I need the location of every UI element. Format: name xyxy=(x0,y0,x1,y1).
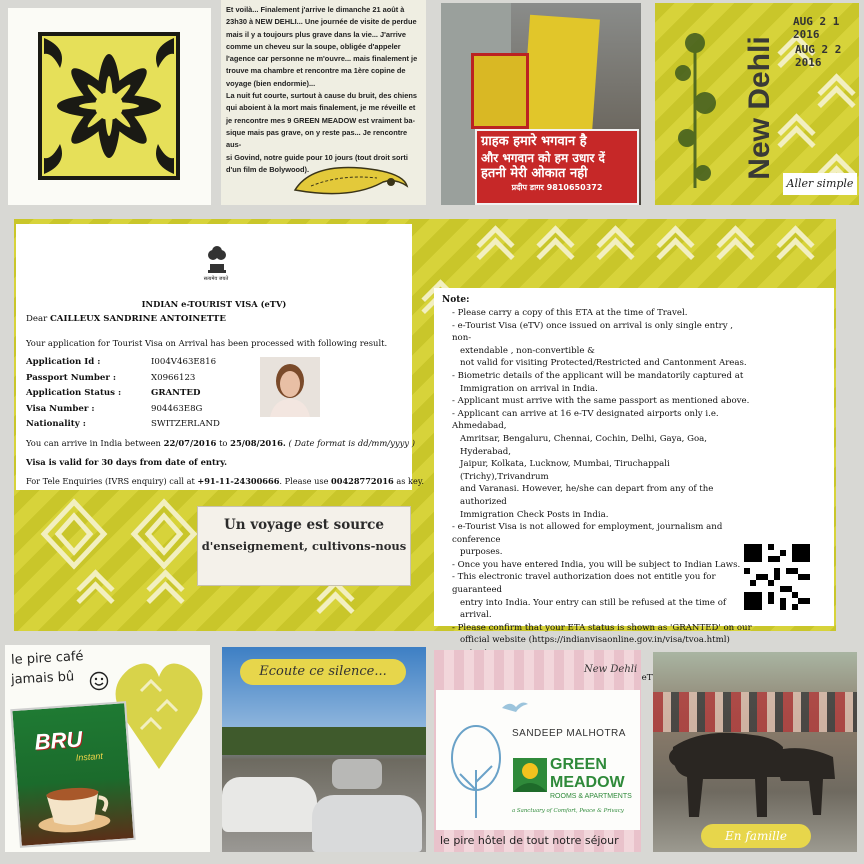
tree-outline-icon xyxy=(446,720,506,820)
tele-suffix: as key. xyxy=(396,476,424,486)
field-visa-number xyxy=(26,402,266,418)
new-dehli-title: New Dehli xyxy=(743,36,776,180)
tele-enquiries xyxy=(26,476,424,486)
person-photo-icon xyxy=(260,357,320,417)
cow-icon xyxy=(663,717,843,827)
note-line: - Please carry a copy of this ETA at the time of Travel. xyxy=(452,308,688,318)
hotel-brand-3: ROOMS & APARTMENTS xyxy=(550,793,632,800)
cows-photo xyxy=(653,652,857,852)
visa-intro: Your application for Tourist Visa on Arrival has been processed with following result. xyxy=(26,338,388,348)
quote-line-2: d'enseignement, cultivons-nous xyxy=(201,539,407,553)
journal-line: La nuit fut courte, surtout à cause du bruit, des chiens xyxy=(226,91,417,101)
note-line: - This electronic travel authorization does not entitle you for guaranteed xyxy=(452,572,716,596)
green-meadow-logo-icon xyxy=(513,758,547,792)
journal-line: si Govind, notre guide pour 10 jours (tout droit sorti xyxy=(226,152,408,162)
sign-phone: प्रदीप डागर 9810650372 xyxy=(511,183,603,192)
tele-mid: . Please use xyxy=(279,476,329,486)
date-format: ( Date format is dd/mm/yyyy ) xyxy=(288,438,415,448)
field-label: Application Status : xyxy=(26,388,122,398)
ashoka-emblem-icon xyxy=(204,242,230,276)
tele-key: 00428772016 xyxy=(331,476,394,486)
journal-line: mais il y a toujours plus grave dans la vie... J'arrive xyxy=(226,29,407,39)
red-yellow-box xyxy=(471,53,529,129)
flower-block-print-icon xyxy=(8,8,211,205)
arrive-prefix: You can arrive in India between xyxy=(26,438,161,448)
note-line: not valid for visiting Protected/Restricted and Cantonment Areas. xyxy=(460,358,747,369)
smiley-icon xyxy=(89,671,109,691)
journal-line: je rencontre mes 9 GREEN MEADOW est vraiment ba- xyxy=(226,115,415,125)
red-sign-board xyxy=(475,129,639,205)
car-1 xyxy=(222,777,317,832)
quote-line-1: Un voyage est source xyxy=(224,517,384,533)
note-line: - Once you have entered India, you will be subject to Indian Laws. xyxy=(452,559,741,570)
traffic-photo xyxy=(222,647,426,852)
hotel-brand-1: GREEN xyxy=(550,756,607,773)
yellow-pillar xyxy=(522,15,600,135)
field-value: X0966123 xyxy=(151,372,196,383)
tele-prefix: For Tele Enquiries (IVRS enquiry) call at xyxy=(26,476,195,486)
note-line: Immigration Check Posts in India. xyxy=(460,509,609,520)
journal-line: 23h30 à NEW DEHLI... Une journée de visite de perdue xyxy=(226,17,417,27)
hotel-tagline: a Sanctuary of Comfort, Peace & Privacy xyxy=(512,808,624,814)
note-line: extendable , non-convertible & xyxy=(460,345,595,356)
en-famille-label: En famille xyxy=(701,824,811,848)
note-line: entry into India. Your entry can still be refused at the time of arrival. xyxy=(460,597,727,621)
note-line: (eTV) xyxy=(638,673,663,684)
ecoute-label: Ecoute ce silence... xyxy=(240,659,406,685)
block-print-card xyxy=(8,8,211,205)
tele-number: +91-11-24300666 xyxy=(197,476,280,486)
note-title: Note: xyxy=(442,295,470,305)
coffee-card xyxy=(5,645,210,852)
new-dehli-card xyxy=(655,3,859,205)
bru-sub: Instant xyxy=(75,750,104,763)
field-nationality xyxy=(26,417,266,433)
qr-code-icon xyxy=(744,544,810,610)
journal-line: qui aboient à la mort mais finalement, je me réveille et xyxy=(226,103,416,113)
paisley-icon xyxy=(291,160,411,202)
bru-coffee-sachet xyxy=(10,701,135,848)
note-line: and Varanasi. However, he/she can depart from any of the authorized xyxy=(460,484,714,507)
hotel-card xyxy=(434,650,641,852)
note-line: purposes. xyxy=(460,547,503,558)
hotel-business-card xyxy=(436,690,640,830)
journal-line: voyage (bien endormie)... xyxy=(226,78,316,88)
field-passport-number xyxy=(26,371,266,387)
field-application-status xyxy=(26,386,266,402)
journal-line: d'un film de Bolywood). xyxy=(226,164,310,174)
journal-line: l'agence car personne ne m'ouvre... mais finalement je xyxy=(226,54,418,64)
note-line: Amritsar, Bengaluru, Chennai, Cochin, Delhi, Gaya, Goa, Hyderabad, xyxy=(460,433,708,457)
visa-dear xyxy=(26,314,226,324)
visa-fields xyxy=(26,355,266,433)
applicant-name: CAILLEUX SANDRINE ANTOINETTE xyxy=(49,314,226,324)
note-line: - Please confirm that your ETA status is shown as 'GRANTED' on our xyxy=(452,622,752,633)
arrival-window xyxy=(26,438,415,448)
coffee-handwritten-2: jamais bû xyxy=(10,669,75,688)
applicant-photo xyxy=(260,357,320,417)
visa-document xyxy=(16,224,424,490)
sign-line-3: हतनी मेरी ओकात नही xyxy=(481,166,588,181)
journal-line: sique mais pas grave, on y reste pas... Je rencontre aus- xyxy=(226,127,408,150)
journal-line: trouve ma chambre et rencontre ma 1ère copine de xyxy=(226,66,406,76)
hotel-handwritten: le pire hôtel de tout notre séjour xyxy=(440,834,619,847)
field-application-id xyxy=(26,355,266,371)
coffee-cup-icon xyxy=(31,776,115,836)
field-value: 904463E8G xyxy=(151,403,203,414)
note-line: - Applicant must arrive with the same passport as mentioned above. xyxy=(452,396,750,407)
aller-simple-tag: Aller simple xyxy=(783,173,857,195)
note-line: - Biometric details of the applicant will be mandatorily captured at xyxy=(452,370,744,381)
sign-line-2: और भगवान को हम उधार दें xyxy=(481,151,605,165)
car-3 xyxy=(332,759,382,789)
hotel-brand-2: MEADOW xyxy=(550,774,625,791)
note-line: official website (https://indianvisaonline.gov.in/visa/tvoa.html) xyxy=(460,635,730,646)
field-label: Nationality : xyxy=(26,419,86,429)
street-sign-photo xyxy=(441,3,641,205)
bru-brand: BRU xyxy=(33,726,84,755)
journal-text xyxy=(226,4,424,176)
emblem-caption: सत्यमेव जयते xyxy=(203,276,229,282)
coffee-handwritten-1: le pire café xyxy=(10,649,84,668)
journal-line: comme un cheveu sur la soupe, obligée d'appeler xyxy=(226,41,401,51)
hotel-top-label: New Dehli xyxy=(584,664,638,675)
visa-validity: Visa is valid for 30 days from date of entry. xyxy=(26,457,228,467)
sign-line-1: ग्राहक हमारे भगवान है xyxy=(481,134,587,149)
note-line: - e-Tourist Visa (eTV) once issued on arrival is only single entry , non- xyxy=(452,320,734,344)
diamond-pattern-icon xyxy=(34,494,214,574)
arrive-from: 22/07/2016 xyxy=(163,438,217,448)
field-value: I004V463E816 xyxy=(151,357,217,367)
note-line: Immigration on arrival in India. xyxy=(460,383,598,394)
journal-card xyxy=(221,0,426,205)
date-stamp-2: AUG 2 2 2016 xyxy=(795,43,842,69)
field-value: SWITZERLAND xyxy=(151,419,220,429)
note-line: - e-Tourist Visa is not allowed for employment, journalism and conference xyxy=(452,522,723,545)
tree-line xyxy=(222,727,426,755)
dear-label: Dear xyxy=(26,314,48,324)
field-label: Application Id : xyxy=(26,357,101,367)
field-value: GRANTED xyxy=(151,388,201,398)
note-line: Jaipur, Kolkata, Lucknow, Mumbai, Tiruchappali (Trichy),Trivandrum xyxy=(460,459,670,482)
quote-tag xyxy=(197,506,411,586)
floral-stamp-icon xyxy=(665,23,725,193)
bird-icon xyxy=(500,698,530,714)
arrive-to-word: to xyxy=(219,438,228,448)
hotel-owner-name: SANDEEP MALHOTRA xyxy=(512,728,626,739)
date-stamp-1: AUG 2 1 2016 xyxy=(793,15,840,41)
arrive-to: 25/08/2016. xyxy=(230,438,286,448)
visa-title: INDIAN e-TOURIST VISA (eTV) xyxy=(141,299,287,309)
journal-line: Et voilà... Finalement j'arrive le dimanche 21 août à xyxy=(226,5,405,14)
field-label: Visa Number : xyxy=(26,403,95,414)
field-label: Passport Number : xyxy=(26,372,117,383)
note-line: - Applicant can arrive at 16 e-TV designated airports only i.e. Ahmedabad, xyxy=(452,408,719,432)
car-2 xyxy=(312,795,422,852)
